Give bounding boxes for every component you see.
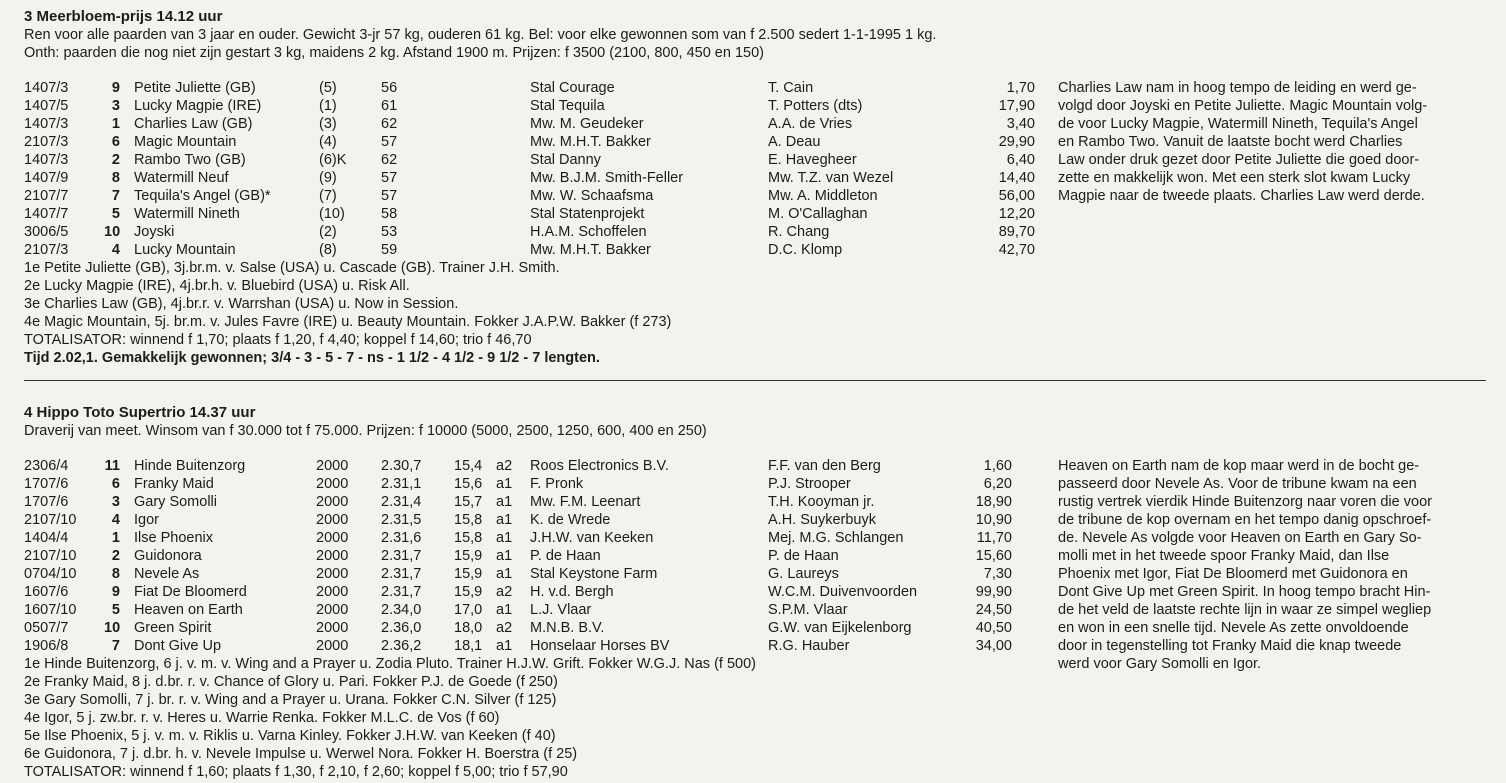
race-3-title: 3 Meerbloem-prijs 14.12 uur [24,8,223,25]
entry-start: a1 [496,512,513,528]
entry-km: 15,9 [454,566,483,582]
entry-jockey: M. O'Callaghan [768,206,868,222]
entry-horse: Charlies Law (GB) [134,116,253,132]
entry-horse: Green Spirit [134,620,212,636]
entry-odds: 6,20 [983,476,1012,492]
section-divider [24,380,1486,381]
result-line: 3e Charlies Law (GB), 4j.br.r. v. Warrshan (USA) u. Now in Session. [24,296,459,312]
entry-time: 2.31,7 [381,566,422,582]
entry-post: (8) [319,242,337,258]
entry-owner: Mw. B.J.M. Smith-Feller [530,170,684,186]
entry-jockey: T. Potters (dts) [768,98,863,114]
entry-form: 1707/6 [24,476,69,492]
entry-owner: Stal Danny [530,152,601,168]
entry-row [24,457,1494,475]
result-line: 4e Igor, 5 j. zw.br. r. v. Heres u. Warrie Renka. Fokker M.L.C. de Vos (f 60) [24,710,500,726]
entry-driver: T.H. Kooyman jr. [768,494,875,510]
entry-horse: Igor [134,512,159,528]
entry-row [24,151,1494,169]
race-3-section [24,8,1494,367]
entry-num: 4 [111,242,120,258]
entry-start: a2 [496,458,513,474]
entry-horse: Petite Juliette (GB) [134,80,256,96]
entry-jockey: T. Cain [768,80,814,96]
entry-odds: 89,70 [998,224,1035,240]
entry-owner: Stal Statenprojekt [530,206,645,222]
entry-row [24,583,1494,601]
entry-post: (6)K [319,152,347,168]
entry-owner: Mw. M.H.T. Bakker [530,242,651,258]
entry-time: 2.36,2 [381,638,422,654]
entry-odds: 56,00 [998,188,1035,204]
entry-weight: 57 [381,170,398,186]
entry-driver: S.P.M. Vlaar [768,602,848,618]
entry-horse: Heaven on Earth [134,602,243,618]
entry-weight: 58 [381,206,398,222]
entry-horse: Lucky Magpie (IRE) [134,98,262,114]
entry-post: (5) [319,80,337,96]
entry-owner: Mw. M.H.T. Bakker [530,134,651,150]
entry-owner: J.H.W. van Keeken [530,530,654,546]
entry-horse: Ilse Phoenix [134,530,213,546]
entry-row [24,619,1494,637]
entry-horse: Lucky Mountain [134,242,236,258]
entry-odds: 18,90 [975,494,1012,510]
entry-row [24,601,1494,619]
entry-dist: 2000 [316,512,349,528]
entry-odds: 42,70 [998,242,1035,258]
entry-owner: Stal Keystone Farm [530,566,658,582]
entry-km: 15,4 [454,458,483,474]
entry-owner: Honselaar Horses BV [530,638,670,654]
entry-owner: Mw. M. Geudeker [530,116,644,132]
entry-owner: Roos Electronics B.V. [530,458,669,474]
summary-line: de het veld de laatste rechte lijn in waar ze simpel wegliep [1058,602,1432,618]
summary-line: passeerd door Nevele As. Voor de tribune kwam na een [1058,476,1417,492]
entry-row [24,511,1494,529]
entry-num: 2 [111,548,120,564]
entry-odds: 15,60 [975,548,1012,564]
entry-num: 7 [111,188,120,204]
entry-form: 1407/3 [24,116,69,132]
summary-line: volgd door Joyski en Petite Juliette. Magic Mountain volg- [1058,98,1428,114]
result-line: 6e Guidonora, 7 j. d.br. h. v. Nevele Impulse u. Werwel Nora. Fokker H. Boerstra (f 25) [24,746,578,762]
entry-owner: L.J. Vlaar [530,602,592,618]
entry-horse: Fiat De Bloomerd [134,584,247,600]
entry-row [24,223,1494,241]
entry-dist: 2000 [316,548,349,564]
summary-line: en won in een snelle tijd. Nevele As zette onvoldoende [1058,620,1409,636]
entry-num: 9 [111,80,120,96]
summary-line: Dont Give Up met Green Spirit. In hoog tempo bracht Hin- [1058,584,1431,600]
entry-dist: 2000 [316,620,349,636]
entry-km: 15,9 [454,584,483,600]
result-line: 2e Franky Maid, 8 j. d.br. r. v. Chance of Glory u. Pari. Fokker P.J. de Goede (f 250) [24,674,558,690]
entry-odds: 12,20 [998,206,1035,222]
result-line: 5e Ilse Phoenix, 5 j. v. m. v. Riklis u. Varna Kinley. Fokker J.H.W. van Keeken (f 40) [24,728,556,744]
entry-form: 2306/4 [24,458,69,474]
summary-line: door in tegenstelling tot Franky Maid die knap tweede [1058,638,1402,654]
entry-horse: Guidonora [134,548,202,564]
summary-line: zette en makkelijk won. Met een sterk slot kwam Lucky [1058,170,1411,186]
entry-time: 2.34,0 [381,602,422,618]
entry-row [24,475,1494,493]
entry-row [24,169,1494,187]
entry-num: 11 [104,458,120,474]
entry-horse: Rambo Two (GB) [134,152,246,168]
entry-num: 3 [111,494,120,510]
entry-row [24,133,1494,151]
summary-line: de. Nevele As volgde voor Heaven on Earth en Gary So- [1058,530,1422,546]
entry-num: 1 [111,530,120,546]
entry-odds: 11,70 [976,530,1012,546]
entry-km: 15,6 [454,476,483,492]
entry-odds: 29,90 [998,134,1035,150]
entry-odds: 3,40 [1006,116,1035,132]
result-line: 1e Hinde Buitenzorg, 6 j. v. m. v. Wing and a Prayer u. Zodia Pluto. Trainer H.J.W. Grift. Fokker W.G.J. Nas (f 500) [24,656,756,672]
race-3-conditions-line: Onth: paarden die nog niet zijn gestart 3 kg, maidens 2 kg. Afstand 1900 m. Prijzen: f 3500 (2100, 800, 450 en 150) [24,45,764,61]
entry-jockey: A.A. de Vries [768,116,853,132]
entry-num: 10 [104,620,121,636]
entry-jockey: R. Chang [768,224,830,240]
summary-line: de voor Lucky Magpie, Watermill Nineth, Tequila's Angel [1058,116,1418,132]
entry-km: 15,8 [454,530,483,546]
entry-start: a1 [496,476,513,492]
summary-line: werd voor Gary Somolli en Igor. [1058,656,1262,672]
entry-driver: Mej. M.G. Schlangen [768,530,904,546]
entry-odds: 34,00 [975,638,1012,654]
race-3-conditions-line: Ren voor alle paarden van 3 jaar en ouder. Gewicht 3-jr 57 kg, ouderen 61 kg. Bel: voor elke gewonnen som van f 2.500 sedert 1-1-1995 1 kg. [24,27,937,43]
entry-row [24,241,1494,259]
entry-num: 1 [111,116,120,132]
entry-dist: 2000 [316,584,349,600]
race-4-title: 4 Hippo Toto Supertrio 14.37 uur [24,404,256,421]
entry-owner: P. de Haan [530,548,601,564]
summary-line: Charlies Law nam in hoog tempo de leiding en werd ge- [1058,80,1417,96]
entry-owner: Mw. W. Schaafsma [530,188,654,204]
entry-owner: F. Pronk [530,476,584,492]
result-line: TOTALISATOR: winnend f 1,70; plaats f 1,20, f 4,40; koppel f 14,60; trio f 46,70 [24,332,532,348]
entry-owner: H.A.M. Schoffelen [530,224,647,240]
entry-odds: 40,50 [975,620,1012,636]
entry-km: 15,7 [454,494,483,510]
race-3-results [24,259,1494,367]
entry-weight: 57 [381,188,398,204]
entry-form: 1407/3 [24,152,69,168]
entry-start: a1 [496,638,513,654]
entry-form: 2107/10 [24,512,77,528]
entry-driver: A.H. Suykerbuyk [768,512,876,528]
entry-driver: R.G. Hauber [768,638,850,654]
entry-row [24,493,1494,511]
result-line: TOTALISATOR: winnend f 1,60; plaats f 1,30, f 2,10, f 2,60; koppel f 5,00; trio f 57,90 [24,764,568,780]
entry-form: 1707/6 [24,494,69,510]
entry-time: 2.31,4 [381,494,422,510]
entry-row [24,205,1494,223]
entry-time: 2.36,0 [381,620,422,636]
entry-post: (4) [319,134,337,150]
entry-weight: 61 [381,98,398,114]
entry-horse: Joyski [134,224,175,240]
entry-jockey: Mw. A. Middleton [768,188,878,204]
entry-horse: Dont Give Up [134,638,222,654]
entry-dist: 2000 [316,602,349,618]
entry-row [24,547,1494,565]
entry-num: 8 [111,566,120,582]
entry-horse: Tequila's Angel (GB)* [134,188,271,204]
entry-row [24,187,1494,205]
result-line: 3e Gary Somolli, 7 j. br. r. v. Wing and a Prayer u. Urana. Fokker C.N. Silver (f 125) [24,692,557,708]
entry-odds: 1,60 [983,458,1012,474]
entry-start: a1 [496,602,513,618]
entry-horse: Watermill Neuf [134,170,229,186]
entry-row [24,529,1494,547]
entry-owner: Stal Tequila [530,98,605,114]
entry-time: 2.31,6 [381,530,422,546]
result-line: 1e Petite Juliette (GB), 3j.br.m. v. Salse (USA) u. Cascade (GB). Trainer J.H. Smith. [24,260,560,276]
race-time-line: Tijd 2.02,1. Gemakkelijk gewonnen; 3/4 - 3 - 5 - 7 - ns - 1 1/2 - 4 1/2 - 9 1/2 - 7 lengten. [24,350,600,366]
entry-post: (9) [319,170,337,186]
entry-num: 5 [111,206,120,222]
entry-odds: 14,40 [998,170,1035,186]
entry-weight: 62 [381,116,398,132]
entry-driver: G. Laureys [768,566,839,582]
entry-form: 1407/9 [24,170,69,186]
entry-dist: 2000 [316,476,349,492]
entry-time: 2.31,5 [381,512,422,528]
entry-form: 0704/10 [24,566,77,582]
entry-start: a2 [496,620,513,636]
entry-post: (10) [319,206,345,222]
entry-owner: K. de Wrede [530,512,611,528]
entry-row [24,565,1494,583]
entry-start: a1 [496,530,513,546]
entry-jockey: A. Deau [768,134,821,150]
entry-driver: W.C.M. Duivenvoorden [768,584,918,600]
entry-start: a1 [496,494,513,510]
entry-start: a1 [496,548,513,564]
entry-form: 1407/5 [24,98,69,114]
entry-form: 2107/3 [24,134,69,150]
entry-odds: 6,40 [1006,152,1035,168]
summary-line: molli met in het tweede spoor Franky Maid, dan Ilse [1058,548,1390,564]
entry-time: 2.30,7 [381,458,422,474]
entry-odds: 99,90 [975,584,1012,600]
summary-line: Magpie naar de tweede plaats. Charlies Law werd derde. [1058,188,1425,204]
entry-weight: 59 [381,242,398,258]
entry-num: 4 [111,512,120,528]
entry-dist: 2000 [316,638,349,654]
entry-odds: 10,90 [975,512,1012,528]
summary-line: Law onder druk gezet door Petite Juliette die goed door- [1058,152,1420,168]
race-4-section [24,404,1494,781]
entry-weight: 56 [381,80,398,96]
entry-start: a1 [496,566,513,582]
entry-km: 15,9 [454,548,483,564]
entry-num: 6 [111,134,120,150]
entry-dist: 2000 [316,494,349,510]
entry-num: 8 [111,170,120,186]
entry-form: 1404/4 [24,530,69,546]
entry-odds: 17,90 [998,98,1035,114]
entry-post: (3) [319,116,337,132]
entry-owner: H. v.d. Bergh [530,584,614,600]
entry-form: 2107/10 [24,548,77,564]
entry-num: 9 [111,584,120,600]
entry-owner: Mw. F.M. Leenart [530,494,641,510]
entry-odds: 1,70 [1006,80,1035,96]
entry-row [24,115,1494,133]
entry-num: 5 [111,602,120,618]
entry-post: (7) [319,188,337,204]
summary-line: Phoenix met Igor, Fiat De Bloomerd met Guidonora en [1058,566,1408,582]
entry-horse: Nevele As [134,566,200,582]
entry-row [24,637,1494,655]
summary-line: Heaven on Earth nam de kop maar werd in de bocht ge- [1058,458,1420,474]
entry-time: 2.31,7 [381,548,422,564]
summary-line: en Rambo Two. Vanuit de laatste bocht werd Charlies [1058,134,1403,150]
entry-jockey: Mw. T.Z. van Wezel [768,170,894,186]
entry-num: 10 [104,224,121,240]
entry-start: a2 [496,584,513,600]
entry-driver: P.J. Strooper [768,476,851,492]
entry-num: 2 [111,152,120,168]
entry-horse: Watermill Nineth [134,206,240,222]
entry-form: 1607/6 [24,584,69,600]
entry-form: 1607/10 [24,602,77,618]
entry-km: 15,8 [454,512,483,528]
summary-line: rustig vertrek vierdik Hinde Buitenzorg naar voren die voor [1058,494,1432,510]
entry-time: 2.31,7 [381,584,422,600]
entry-jockey: D.C. Klomp [768,242,843,258]
entry-jockey: E. Havegheer [768,152,857,168]
entry-row [24,79,1494,97]
race-4-conditions-line: Draverij van meet. Winsom van f 30.000 tot f 75.000. Prijzen: f 10000 (5000, 2500, 1250, 600, 400 en 250) [24,423,707,439]
entry-odds: 24,50 [975,602,1012,618]
entry-form: 2107/3 [24,242,69,258]
entry-horse: Franky Maid [134,476,214,492]
entry-km: 18,0 [454,620,483,636]
summary-line: de tribune de kop overnam en het tempo danig opschroef- [1058,512,1432,528]
entry-horse: Magic Mountain [134,134,237,150]
result-line: 4e Magic Mountain, 5j. br.m. v. Jules Favre (IRE) u. Beauty Mountain. Fokker J.A.P.W. Bakker (f 273) [24,314,672,330]
entry-dist: 2000 [316,566,349,582]
entry-weight: 62 [381,152,398,168]
entry-dist: 2000 [316,530,349,546]
entry-km: 18,1 [454,638,483,654]
entry-row [24,97,1494,115]
entry-form: 2107/7 [24,188,69,204]
entry-form: 3006/5 [24,224,69,240]
race-3-entries-table [24,79,1494,259]
entry-km: 17,0 [454,602,483,618]
entry-form: 1407/3 [24,80,69,96]
entry-form: 1407/7 [24,206,69,222]
entry-odds: 7,30 [983,566,1012,582]
entry-horse: Hinde Buitenzorg [134,458,246,474]
entry-post: (2) [319,224,337,240]
entry-weight: 57 [381,134,398,150]
entry-dist: 2000 [316,458,349,474]
entry-weight: 53 [381,224,398,240]
entry-driver: P. de Haan [768,548,839,564]
race-4-results [24,655,1494,781]
entry-owner: Stal Courage [530,80,615,96]
entry-form: 0507/7 [24,620,69,636]
entry-post: (1) [319,98,337,114]
entry-form: 1906/8 [24,638,69,654]
entry-num: 3 [111,98,120,114]
entry-driver: G.W. van Eijkelenborg [768,620,912,636]
entry-num: 6 [111,476,120,492]
entry-driver: F.F. van den Berg [768,458,881,474]
entry-horse: Gary Somolli [134,494,217,510]
entry-time: 2.31,1 [381,476,422,492]
entry-num: 7 [111,638,120,654]
entry-owner: M.N.B. B.V. [530,620,605,636]
result-line: 2e Lucky Magpie (IRE), 4j.br.h. v. Bluebird (USA) u. Risk All. [24,278,410,294]
